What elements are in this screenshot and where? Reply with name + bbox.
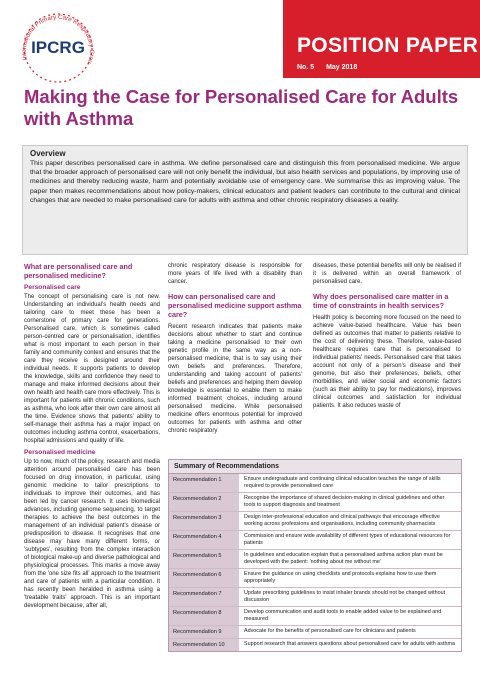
recommendation-row <box>169 588 461 607</box>
recommendation-text: Ensure undergraduate and continuing clinical education teaches the range of skills required to provide personalised care <box>244 476 441 489</box>
recommendation-text: Recognise the importance of shared decision-making in clinical guidelines and other tools to support diagnosis and treatment <box>244 495 445 508</box>
overview-box <box>22 145 468 255</box>
recommendation-row <box>169 474 461 493</box>
recommendation-text: Develop communication and audit tools to enable added value to be explained and measured <box>244 609 442 622</box>
body-paragraph: Recent research indicates that patients make decisions about whether to start and continue taking a medicine personalised to their own genetic profile in the same way as a non-personalised medicine, that is to say using their own beliefs and preferences. Therefore, understanding and taking account of patients' beliefs and preferences and helping them develop knowledge is essential to enable them to make informed treatment choices, including around personalised medicine. While personalised medicine offers enormous potential for improved outcomes for patients with asthma and other chronic respiratory <box>168 324 302 434</box>
section-heading: Why does personalised care matter in a time of constraints in health services? <box>313 292 449 310</box>
section-heading: How can personalised care and personalised medicine support asthma care? <box>168 292 302 319</box>
subsection-heading: Personalised care <box>24 284 81 291</box>
recommendation-row <box>169 493 461 512</box>
section-heading: What are personalised care and personalised medicine? <box>24 262 133 280</box>
position-paper-title: POSITION PAPER <box>297 34 479 57</box>
overview-heading: Overview <box>30 149 66 158</box>
recommendation-label: Recommendation 1 <box>169 474 239 492</box>
recommendation-row <box>169 512 461 531</box>
recommendation-row <box>169 607 461 626</box>
column-3 <box>313 262 461 412</box>
body-paragraph: Up to now, much of the policy, research and media attention around personalised care has been focused on drug innovation, in particular, using genomic medicine to tailor prescriptions to individuals to improve their outcomes, and has been led by cancer research. It uses biomedical advances, including genome sequencing, to target therapies to achieve the best outcomes in the management of an individual patient's disease or predisposition to disease. It recognises that one disease may have many different forms, or 'subtypes', resulting from the complex interaction of biological make-up and diverse pathological and physiological processes. This marks a move away from the 'one size fits all' approach to the treatment and care of patients with a particular condition. It has recently been heralded in asthma using a 'treatable traits' approach. This is an important development because, after all, <box>24 459 160 609</box>
body-paragraph: chronic respiratory disease is responsible for more years of life lived with a disability than cancer. <box>168 263 302 285</box>
recommendation-label: Recommendation 6 <box>169 569 239 587</box>
recommendations-rows <box>169 474 461 651</box>
recommendation-text: Advocate for the benefits of personalised care for clinicians and patients <box>244 628 416 634</box>
recommendation-text: Ensure the guidance on using checklists and protocols explains how to use them appropriately <box>244 571 437 584</box>
logo-emblem <box>8 4 108 84</box>
recommendation-label: Recommendation 9 <box>169 626 239 638</box>
recommendation-row <box>169 550 461 569</box>
header-band <box>283 0 480 78</box>
recommendation-row <box>169 639 461 651</box>
recommendations-table <box>168 459 462 652</box>
recommendation-row <box>169 531 461 550</box>
column-1 <box>24 262 160 612</box>
logo-ring-text: International Primary Care Respiratory Grou <box>20 13 96 65</box>
recommendation-label: Recommendation 4 <box>169 531 239 549</box>
recommendations-title: Summary of Recommendations <box>169 460 461 474</box>
recommendation-text: Commission and ensure wide availability of different types of educational resources for patients <box>244 533 451 546</box>
issue-info <box>297 64 367 71</box>
body-paragraph: Health policy is becoming more focused on the need to achieve value-based healthcare. Value has been defined as outcomes that matter to patients relative to the cost of delivering these. Therefore, value-based healthcare requires care that is personalised to individual patients' needs. Personalised care that takes account not only of a person's disease and their genome, but also their preferences, beliefs, other morbidities, and wider social and economic factors (such as their ability to pay for medications), improves clinical outcomes and satisfaction for individual patients. It also reduces waste of <box>313 315 461 409</box>
body-paragraph: diseases, these potential benefits will only be realised if it is delivered within an overall framework of personalised care. <box>313 263 461 285</box>
recommendation-row <box>169 569 461 588</box>
column-2 <box>168 262 302 437</box>
recommendation-text: Support research that answers questions about personalised care for adults with asthma <box>244 641 455 647</box>
issue-number: No. 5 <box>297 64 315 71</box>
recommendation-label: Recommendation 2 <box>169 493 239 511</box>
recommendation-text: Design inter-professional education and clinical pathways that encourage effective working across professions and organisations, including community pharmacists <box>244 514 440 527</box>
recommendation-label: Recommendation 8 <box>169 607 239 625</box>
recommendation-text: Update prescribing guidelines to insist inhaler brands should not be changed without discussion <box>244 590 446 603</box>
recommendation-text: In guidelines and education explain that a personalised asthma action plan must be developed with the patient: 'nothing about me without me' <box>244 552 443 565</box>
body-paragraph: The concept of personalising care is not new. Understanding an individual's health needs and tailoring care to meet these has been a cornerstone of primary care for generations. Personalised care, which is sometimes called person-centred care or personalisation, identifies what is most important to each person in their family and community context and ensures that the care they receive is designed around their individual needs. It supports patients to develop the knowledge, skills and confidence they need to manage and make informed decisions about their own health and health care more effectively. This is important for patients with chronic conditions, such as asthma, who look after their own care almost all the time. Evidence shows that patients' ability to self-manage their asthma has a major impact on outcomes including asthma control, exacerbations, hospital admissions and quality of life. <box>24 294 160 444</box>
logo-acronym: IPCRG <box>31 38 85 57</box>
recommendation-label: Recommendation 10 <box>169 639 239 651</box>
document-title: Making the Case for Personalised Care for Adults with Asthma <box>24 86 459 129</box>
issue-date: May 2018 <box>326 64 358 71</box>
recommendation-row <box>169 626 461 639</box>
subsection-heading: Personalised medicine <box>24 449 96 456</box>
recommendation-label: Recommendation 5 <box>169 550 239 568</box>
ipcrg-logo <box>8 4 108 84</box>
recommendation-label: Recommendation 7 <box>169 588 239 606</box>
recommendation-label: Recommendation 3 <box>169 512 239 530</box>
overview-text: This paper describes personalised care in asthma. We define personalised care and distinguish this from personalised medicine. We argue that the broader approach of personalised care will not only benefit the individual, but also health services and populations, by improving use of medicines and thereby reducing waste, harm and potentially avoidable use of emergency care. We summarise this as improving value. The paper then makes recommendations about how policy-makers, clinical educators and patient leaders can contribute to the cultural and clinical changes that are needed to make personalised care for adults with asthma and other chronic respiratory diseases a reality. <box>30 160 460 204</box>
